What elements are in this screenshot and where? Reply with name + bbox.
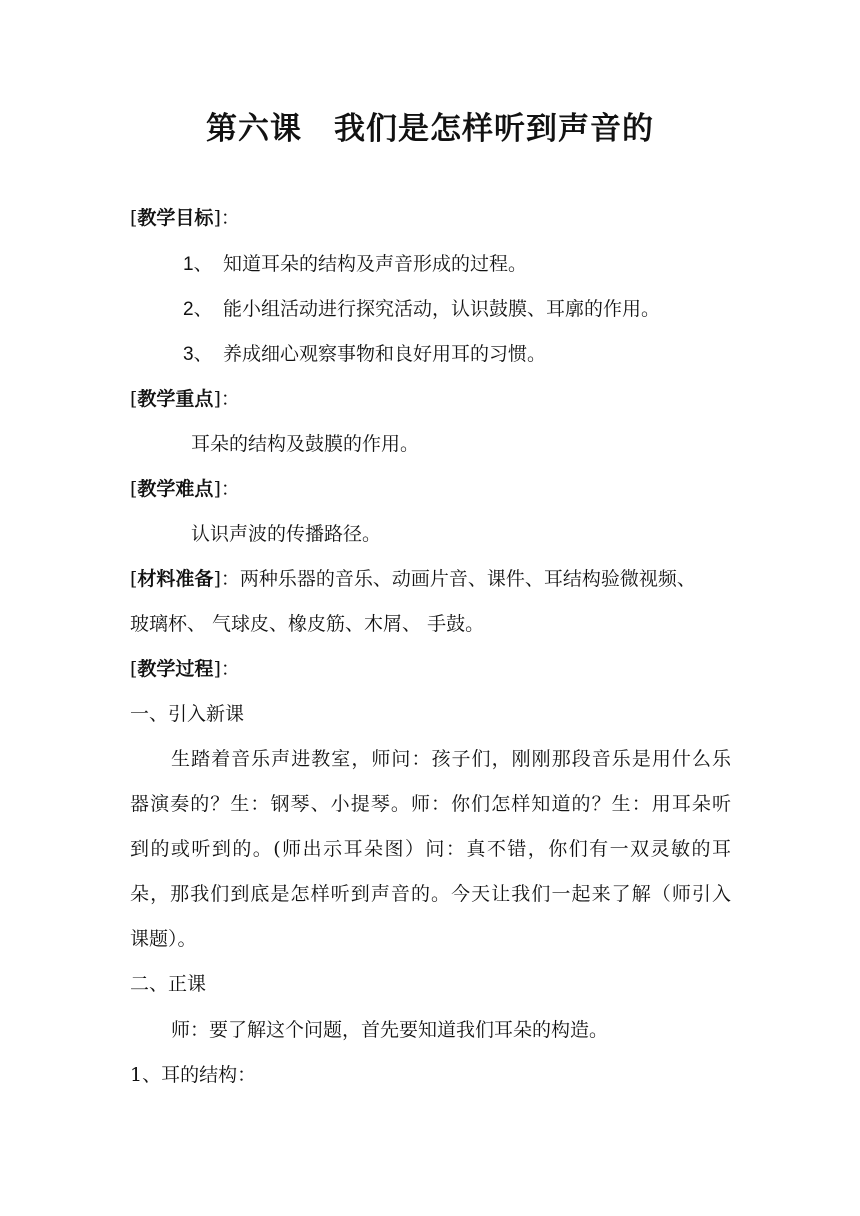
materials-text-2: 玻璃杯、 气球皮、橡皮筋、木屑、 手鼓。: [130, 613, 485, 635]
paragraph-line: 器演奏的？生：钢琴、小提琴。师：你们怎样知道的？生：用耳朵听: [130, 793, 731, 815]
process-heading: [教学过程]：: [130, 658, 240, 680]
process-label: 教学过程: [137, 658, 214, 680]
key-points-label: 教学重点: [137, 388, 214, 410]
objective-item: [183, 251, 527, 278]
objective-item: [183, 296, 660, 323]
paragraph-line: 到的或听到的。(师出示耳朵图）问：真不错，你们有一双灵敏的耳: [130, 838, 731, 860]
section-heading-main: 二、正课: [130, 973, 207, 995]
materials-line-1: [材料准备]：两种乐器的音乐、动画片音、课件、耳结构验微视频、: [130, 568, 696, 590]
key-points-text: 耳朵的结构及鼓膜的作用。: [191, 433, 420, 455]
objectives-label: 教学目标: [137, 207, 214, 229]
objective-text: 能小组活动进行探究活动，认识鼓膜、耳廓的作用。: [223, 298, 661, 320]
materials-label: 材料准备: [137, 568, 214, 590]
objective-number: 1、: [183, 254, 213, 275]
difficulties-label: 教学难点: [137, 478, 214, 500]
materials-text-1: 两种乐器的音乐、动画片音、课件、耳结构验微视频、: [239, 568, 696, 590]
objective-number: 3、: [183, 344, 213, 365]
objectives-heading: [教学目标]：: [130, 207, 240, 229]
page-title: 第六课 我们是怎样听到声音的: [206, 111, 654, 147]
section-heading-intro: 一、引入新课: [130, 703, 245, 725]
paragraph-line: 课题）。: [130, 928, 197, 950]
paragraph-line: 生踏着音乐声进教室，师问：孩子们，刚刚那段音乐是用什么乐: [171, 748, 731, 770]
objective-number: 2、: [183, 299, 213, 320]
objective-text: 养成细心观察事物和良好用耳的习惯。: [223, 343, 547, 365]
key-points-heading: [教学重点]：: [130, 388, 240, 410]
objective-item: [183, 341, 546, 368]
objective-text: 知道耳朵的结构及声音形成的过程。: [223, 253, 528, 275]
difficulties-text: 认识声波的传播路径。: [191, 523, 382, 545]
difficulties-heading: [教学难点]：: [130, 478, 240, 500]
main-intro-text: 师：要了解这个问题，首先要知道我们耳朵的构造。: [171, 1019, 609, 1041]
paragraph-line: 朵，那我们到底是怎样听到声音的。今天让我们一起来了解（师引入: [130, 883, 731, 905]
subsection-ear-structure: 1、耳的结构：: [130, 1064, 257, 1086]
